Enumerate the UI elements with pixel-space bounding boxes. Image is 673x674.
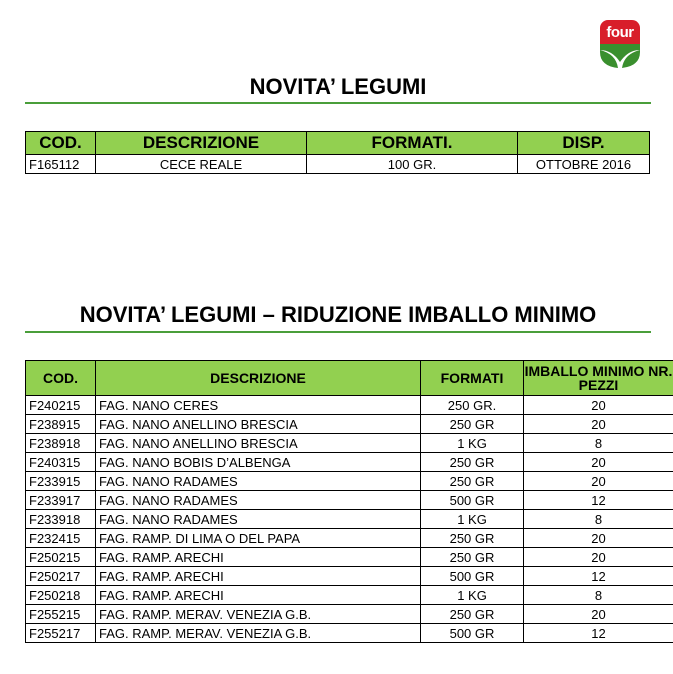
cell-descrizione: FAG. RAMP. ARECHI bbox=[96, 567, 421, 586]
cell-cod: F238918 bbox=[26, 434, 96, 453]
cell-imballo: 8 bbox=[524, 434, 673, 453]
cell-imballo: 8 bbox=[524, 510, 673, 529]
cell-imballo: 20 bbox=[524, 472, 673, 491]
cell-formati: 250 GR bbox=[421, 415, 524, 434]
cell-formati: 100 GR. bbox=[307, 155, 518, 174]
table-row bbox=[26, 491, 673, 510]
header-descrizione: DESCRIZIONE bbox=[96, 132, 307, 155]
table-row bbox=[26, 472, 673, 491]
header-formati: FORMATI bbox=[421, 361, 524, 396]
cell-imballo: 20 bbox=[524, 415, 673, 434]
cell-formati: 250 GR bbox=[421, 453, 524, 472]
section-title-novita-legumi: NOVITA’ LEGUMI bbox=[249, 74, 427, 99]
table-row bbox=[26, 624, 673, 643]
cell-imballo: 20 bbox=[524, 453, 673, 472]
cell-descrizione: FAG. NANO ANELLINO BRESCIA bbox=[96, 434, 421, 453]
cell-descrizione: FAG. NANO CERES bbox=[96, 396, 421, 415]
table-row bbox=[26, 453, 673, 472]
table-row bbox=[26, 605, 673, 624]
cell-cod: F238915 bbox=[26, 415, 96, 434]
table-header-row bbox=[26, 361, 673, 396]
cell-descrizione: FAG. RAMP. MERAV. VENEZIA G.B. bbox=[96, 605, 421, 624]
cell-cod: F250218 bbox=[26, 586, 96, 605]
cell-cod: F240315 bbox=[26, 453, 96, 472]
table-row bbox=[26, 434, 673, 453]
logo-text: four bbox=[606, 24, 634, 41]
header-formati: FORMATI. bbox=[307, 132, 518, 155]
cell-cod: F255215 bbox=[26, 605, 96, 624]
table-row bbox=[26, 548, 673, 567]
cell-cod: F233918 bbox=[26, 510, 96, 529]
cell-imballo: 20 bbox=[524, 396, 673, 415]
cell-imballo: 20 bbox=[524, 548, 673, 567]
cell-formati: 500 GR bbox=[421, 567, 524, 586]
table-row bbox=[26, 529, 673, 548]
header-descrizione: DESCRIZIONE bbox=[96, 361, 421, 396]
cell-formati: 1 KG bbox=[421, 586, 524, 605]
cell-cod: F255217 bbox=[26, 624, 96, 643]
header-cod: COD. bbox=[26, 132, 96, 155]
riduzione-imballo-table bbox=[25, 360, 673, 643]
table-row bbox=[26, 415, 673, 434]
cell-formati: 500 GR bbox=[421, 624, 524, 643]
cell-cod: F165112 bbox=[26, 155, 96, 174]
cell-formati: 250 GR bbox=[421, 472, 524, 491]
cell-descrizione: FAG. NANO RADAMES bbox=[96, 472, 421, 491]
header-imballo-minimo: IMBALLO MINIMO NR. PEZZI bbox=[524, 361, 673, 396]
cell-cod: F240215 bbox=[26, 396, 96, 415]
header-cod: COD. bbox=[26, 361, 96, 396]
cell-cod: F250217 bbox=[26, 567, 96, 586]
cell-formati: 1 KG bbox=[421, 434, 524, 453]
section-title-riduzione-imballo: NOVITA’ LEGUMI – RIDUZIONE IMBALLO MINIMO bbox=[79, 302, 597, 327]
table-row bbox=[26, 586, 673, 605]
leaf-icon bbox=[600, 44, 640, 68]
cell-formati: 250 GR. bbox=[421, 396, 524, 415]
cell-descrizione: FAG. NANO RADAMES bbox=[96, 491, 421, 510]
cell-descrizione: FAG. RAMP. ARECHI bbox=[96, 586, 421, 605]
cell-descrizione: FAG. RAMP. MERAV. VENEZIA G.B. bbox=[96, 624, 421, 643]
section-divider bbox=[25, 102, 651, 104]
table-row bbox=[26, 155, 650, 174]
cell-descrizione: FAG. NANO RADAMES bbox=[96, 510, 421, 529]
cell-imballo: 20 bbox=[524, 605, 673, 624]
table-header-row bbox=[26, 132, 650, 155]
cell-descrizione: FAG. RAMP. ARECHI bbox=[96, 548, 421, 567]
table-row bbox=[26, 510, 673, 529]
cell-cod: F250215 bbox=[26, 548, 96, 567]
novita-legumi-table bbox=[25, 131, 650, 174]
cell-cod: F233917 bbox=[26, 491, 96, 510]
cell-imballo: 12 bbox=[524, 567, 673, 586]
cell-descrizione: FAG. NANO BOBIS D’ALBENGA bbox=[96, 453, 421, 472]
cell-formati: 250 GR bbox=[421, 548, 524, 567]
cell-descrizione: FAG. NANO ANELLINO BRESCIA bbox=[96, 415, 421, 434]
cell-disp: OTTOBRE 2016 bbox=[518, 155, 650, 174]
cell-formati: 250 GR bbox=[421, 605, 524, 624]
table-row bbox=[26, 396, 673, 415]
cell-imballo: 8 bbox=[524, 586, 673, 605]
header-disp: DISP. bbox=[518, 132, 650, 155]
cell-descrizione: FAG. RAMP. DI LIMA O DEL PAPA bbox=[96, 529, 421, 548]
four-logo bbox=[600, 20, 640, 68]
cell-cod: F233915 bbox=[26, 472, 96, 491]
cell-formati: 250 GR bbox=[421, 529, 524, 548]
cell-imballo: 20 bbox=[524, 529, 673, 548]
cell-cod: F232415 bbox=[26, 529, 96, 548]
section-divider bbox=[25, 331, 651, 333]
cell-formati: 1 KG bbox=[421, 510, 524, 529]
cell-imballo: 12 bbox=[524, 491, 673, 510]
cell-descrizione: CECE REALE bbox=[96, 155, 307, 174]
cell-formati: 500 GR bbox=[421, 491, 524, 510]
table-row bbox=[26, 567, 673, 586]
cell-imballo: 12 bbox=[524, 624, 673, 643]
